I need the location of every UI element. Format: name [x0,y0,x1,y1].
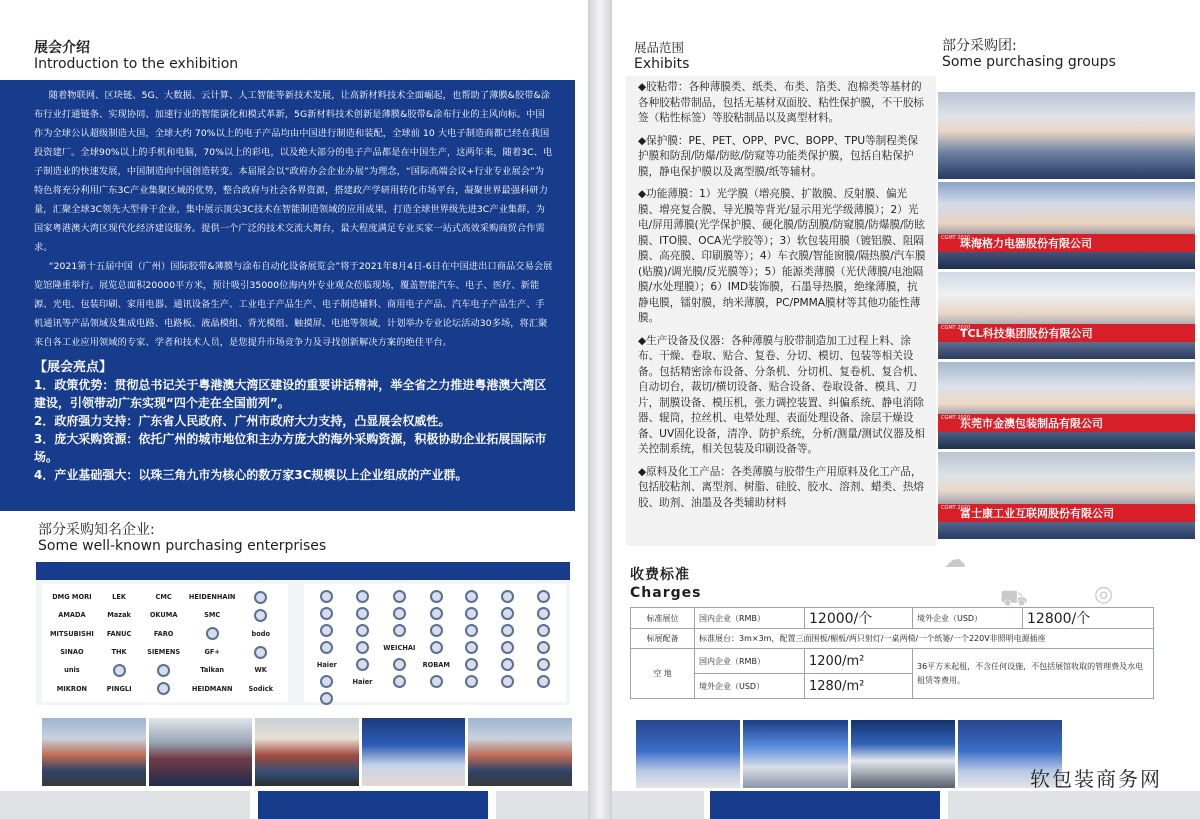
highlight-item: 3．庞大采购资源：依托广州的城市地位和主办方庞大的海外采购资源，积极协助企业拓展国际市场。 [34,432,547,464]
groups-heading [942,38,1116,70]
table-row [631,649,1154,674]
company-logo [383,607,415,620]
emblem-icon [537,607,550,620]
emblem-icon [113,664,126,677]
truck-icon: ⛟ [1000,586,1028,611]
group-banner-text: TCL科技集团股份有限公司 [960,327,1093,340]
company-logo: GF+ [204,648,220,657]
company-logo [493,590,523,603]
emblem-icon [465,658,478,671]
emblem-icon [356,641,369,654]
company-logo [493,624,523,637]
company-logo [348,624,378,637]
emblem-icon [356,607,369,620]
company-logo [312,641,342,654]
company-logo [312,607,342,620]
company-logo [312,590,342,603]
company-logo: Haier [352,677,373,686]
left-page [0,0,588,819]
exhibition-photo [468,718,572,786]
intro-title-cn: 展会介绍 [34,40,90,56]
company-logo [457,641,487,654]
cgmt-tag: CGMT 2020 [941,415,971,421]
company-logo [383,590,415,603]
emblem-icon [320,692,333,705]
company-logo: MIKRON [56,684,88,693]
emblem-icon [320,607,333,620]
company-logo [528,658,558,671]
intro-paragraph-1: 随着物联网、区块链、5G、大数据、云计算、人工智能等新技术发展，让高新材料技术全面崛起，也帮助了薄膜&胶带&涂布行业打通链条、实现协同、加速行业的智能演化和模式革新，5G新材料技术创新是薄膜&胶带&涂布行业的主风向标。中国作为全球公认超级制造大国，全球大约 70%以上的电子产品均由中国进行制造和装配，全球前 10 大电子制造商都已经在我国投资建厂。全球90%以上的手机和电脑，70%以上的彩电，以及绝大部分的电子产品都是在中国生产，这两年来，随着3C、电子制造业的快速发展，中国制造向中国创造转变。本届展会以“政府办会企业办展”为理念，“国际高端会议+行业专业展会”为特色将充分利用广东3C产业集聚区域的优势，整合政府与社会各界资源，搭建政产学研用转化市场平台，凝聚世界最强科研力量，汇聚全球3C领先大型骨干企业，集中展示顶尖3C技术在智能制造领域的应用成果，打造全球世界级先进3C产业集群，为国家粤港澳大湾区现代化经济建设服务。提供一个广泛的技术交流大舞台，最大程度满足专业买家一站式高效采购商贸合作需求。 [34,90,553,253]
exhibit-category: ◆功能薄膜：1）光学膜（增亮膜、扩散膜、反射膜、偏光膜、增亮复合膜、导光膜等背光/显示用光学级薄膜）；2）光电/屏用薄膜(光学保护膜、硬化膜/防刮膜/防窥膜/防爆膜/防眩膜、ITO膜、OCA光学胶等）；3）软包装用膜（镀铝膜、阻隔膜、高亮膜、印刷膜等）；4）车衣膜/智能窗膜/隔热膜/汽车膜(贴膜)/调光膜/反光膜等）；5）能源类薄膜（光伏薄膜/电池隔膜/水处理膜）；6）IMD装饰膜，石墨导热膜，绝缘薄膜，抗静电膜，镭射膜，纳米薄膜，PC/PMMA膜材等其他功能性薄膜。 [638,188,926,324]
logo-wall-bar [36,562,570,580]
cgmt-tag: CGMT 2020 [941,505,971,511]
company-logo [493,607,523,620]
space-domestic-label: 国内企业（RMB） [695,649,805,674]
exhibit-category: ◆生产设备及仪器：各种薄膜与胶带制造加工过程上料、涂布、干燥、卷取、贴合、复卷、分切、模切、包装等相关设备。包括精密涂布设备、分条机、分切机、复卷机、复合机、自动切台，裁切/横切设备、贴合设备、卷取设备、模具、刀片，制膜设备、模压机，张力调控装置、纠偏系统、静电消除器、辊筒，拉丝机、电晕处理、表面处理设备、涂层干燥设备、UV固化设备，清净、防护系统，分析/测量/测试仪器及相关控制系统，相关包装及印刷设备等。 [638,334,925,455]
domestic-price: 12000/个 [805,608,913,629]
emblem-icon [465,624,478,637]
group-banner-text: 富士康工业互联网股份有限公司 [960,507,1114,520]
logo-panel-brands [304,584,566,702]
company-logo: SMC [204,611,221,620]
group-banner [938,504,1195,522]
emblem-icon [320,675,333,688]
intro-heading [34,40,238,72]
company-logo [528,675,558,688]
logo-wall [36,562,570,705]
purchasing-heading [38,522,326,554]
exhibits-title-cn: 展品范围 [634,40,685,55]
company-logo [421,675,451,688]
emblem-icon [465,675,478,688]
overseas-price: 12800/个 [1023,608,1154,629]
company-logo: AMADA [58,611,86,620]
company-logo: WK [254,666,267,675]
emblem-icon [501,658,514,671]
company-logo [100,663,139,677]
company-logo [421,590,451,603]
booth-equipment-text: 标准展台：3m×3m，配置三面围板/楣板/两只射灯/一桌两椅/一个纸篓/一个220V非照明电源插座 [695,629,1154,649]
emblem-icon [501,624,514,637]
exhibits-panel [626,76,936,546]
emblem-icon [537,590,550,603]
company-logo: Haier [316,660,337,669]
group-banner [938,234,1195,252]
emblem-icon [157,664,170,677]
emblem-icon [393,607,406,620]
forum-photo-strip [636,720,1062,788]
space-overseas-label: 境外企业（USD） [695,674,805,699]
emblem-icon [430,641,443,654]
overseas-label: 境外企业（USD） [913,608,1023,629]
company-logo [312,675,342,688]
group-photo [938,452,1195,539]
emblem-icon [393,658,406,671]
forum-photo [743,720,847,788]
emblem-icon [430,675,443,688]
exhibition-photo [42,718,146,786]
emblem-icon [537,641,550,654]
company-logo: LEK [112,593,126,602]
exhibit-category: ◆胶粘带：各种薄膜类、纸类、布类、箔类、泡棉类等基材的各种胶粘带制品，包括无基材双面胶、粘性保护膜，不干胶标签（粘性标签）等胶粘制品以及离型材料。 [638,81,925,124]
emblem-icon [393,590,406,603]
company-logo: HEIDMANN [191,684,233,693]
table-row [631,629,1154,649]
company-logo [189,627,236,641]
company-logo: ROBAM [422,660,450,669]
right-page [612,0,1200,819]
company-logo [528,590,558,603]
emblem-icon [465,590,478,603]
emblem-icon [157,682,170,695]
intro-title-en: Introduction to the exhibition [34,56,239,72]
company-logo: SINAO [60,648,84,657]
charges-title-cn: 收费标准 [630,567,690,583]
book-spine [588,0,612,819]
purchasing-title-cn: 部分采购知名企业: [38,522,155,538]
company-logo [383,658,415,671]
row-header: 空 地 [631,649,695,699]
company-logo [493,675,523,688]
exhibition-photo [255,718,359,786]
exhibit-category: ◆保护膜：PE、PET、OPP、PVC、BOPP、TPU等制程类保护膜和防刮/防爆/防眩/防窥等功能类保护膜，包括自粘保护膜，静电保护膜以及离型膜/纸等辅材。 [638,134,919,178]
space-overseas-price: 1280/m² [805,674,913,699]
company-logo [144,663,183,677]
company-logo: CMC [155,593,172,602]
company-logo: WEICHAI [383,643,416,652]
company-logo [312,624,342,637]
emblem-icon [501,607,514,620]
emblem-icon [537,675,550,688]
company-logo [383,675,415,688]
company-logo [457,675,487,688]
group-banner [938,414,1195,432]
company-logo [348,658,378,671]
emblem-icon [320,624,333,637]
cloud-icon: ☁ [944,548,966,573]
company-logo: FANUC [106,629,132,638]
intro-panel [0,80,575,511]
emblem-icon [254,609,267,622]
charges-heading [630,566,701,602]
footer-grey-band [612,791,704,819]
company-logo: unis [64,666,80,675]
watermark: 软包装商务网 [1030,767,1162,791]
highlights-title: 【展会亮点】 [34,360,113,375]
company-logo: HEIDENHAIN [188,593,236,602]
company-logo [241,645,280,659]
company-logo [144,682,183,696]
groups-title-cn: 部分采购团: [942,38,1017,54]
group-banner-text: 珠海格力电器股份有限公司 [960,237,1092,250]
company-logo [528,607,558,620]
company-logo [421,624,451,637]
highlight-item: 4．产业基础强大：以珠三角九市为核心的数万家3C规模以上企业组成的产业群。 [34,468,468,482]
company-logo [383,624,415,637]
footer-grey-band [0,791,250,819]
group-banner-text: 东莞市金澳包装制品有限公司 [960,417,1103,430]
highlight-item: 2．政府强力支持：广东省人民政府、广州市政府大力支持，凸显展会权威性。 [34,414,451,428]
group-photo [938,362,1195,449]
emblem-icon [320,590,333,603]
company-logo [457,607,487,620]
company-logo [421,607,451,620]
company-logo: OKUMA [149,611,178,620]
company-logo [241,608,280,622]
emblem-icon [501,641,514,654]
space-note: 36平方米起租，不含任何设施，不包括展馆收取的管理费及水电租赁等费用。 [913,649,1154,699]
table-row [631,608,1154,629]
company-logo [312,692,342,705]
group-photo [938,272,1195,359]
purchasing-title-en: Some well-known purchasing enterprises [38,538,327,554]
emblem-icon [254,591,267,604]
emblem-icon [465,607,478,620]
exhibits-title-en: Exhibits [634,56,690,72]
emblem-icon [430,590,443,603]
group-photo [938,182,1195,269]
company-logo: Mazak [107,611,131,620]
company-logo: Talkan [200,666,225,675]
exhibition-photo-strip [42,718,572,786]
highlight-item: 1．政策优势：贯彻总书记关于粤港澳大湾区建设的重要讲话精神，举全省之力推进粤港澳大湾区建设，引领带动广东实现“四个走在全国前列”。 [34,378,547,410]
emblem-icon [206,627,219,640]
emblem-icon [430,624,443,637]
emblem-icon [501,675,514,688]
emblem-icon [537,658,550,671]
footer-grey-band [496,791,588,819]
cgmt-tag: CGMT 2020 [941,325,971,331]
footer-blue-band [710,791,940,819]
emblem-icon [356,658,369,671]
emblem-icon [393,675,406,688]
emblem-icon [356,624,369,637]
domestic-label: 国内企业（RMB） [695,608,805,629]
company-logo [528,624,558,637]
company-logo [528,641,558,654]
company-logo: MITSUBISHI [50,629,94,638]
space-domestic-price: 1200/m² [805,649,913,674]
company-logo [348,641,378,654]
charges-title-en: Charges [630,585,702,601]
emblem-icon [254,646,267,659]
row-header: 标准展位 [631,608,695,629]
globe-icon: ◎ [1094,582,1114,607]
company-logo: Sodick [248,684,274,693]
company-logo: bodo [251,629,270,638]
footer-grey-band [948,791,1200,819]
company-logo [457,658,487,671]
emblem-icon [356,590,369,603]
exhibition-photo [149,718,253,786]
company-logo [493,641,523,654]
emblem-icon [501,590,514,603]
company-logo: FARO [153,629,174,638]
emblem-icon [465,641,478,654]
emblem-icon [430,607,443,620]
logo-panel-industrial [42,584,288,702]
cgmt-tag: CGMT 2020 [941,235,971,241]
company-logo [493,658,523,671]
emblem-icon [537,624,550,637]
exhibition-photo [362,718,466,786]
groups-title-en: Some purchasing groups [942,54,1116,70]
exhibit-category: ◆原料及化工产品：各类薄膜与胶带生产用原料及化工产品，包括胶粘剂、离型剂、树脂、硅胶、胶水、溶剂、蜡类、热熔胶、助剂、油墨及各类辅助材料 [638,465,925,509]
row-header: 标展配备 [631,629,695,649]
company-logo: PINGLI [106,684,132,693]
emblem-icon [393,624,406,637]
company-logo: THK [111,648,127,657]
company-logo: DMG MORI [52,593,92,602]
forum-photo [636,720,740,788]
company-logo [348,590,378,603]
company-logo [241,590,280,604]
exhibits-heading [634,40,689,72]
company-logo [457,590,487,603]
emblem-icon [320,641,333,654]
purchasing-group-photos [938,92,1195,539]
company-logo [457,624,487,637]
group-photo [938,92,1195,179]
charges-table [630,607,1154,699]
company-logo [348,607,378,620]
intro-paragraph-2: “2021第十五届中国（广州）国际胶带&薄膜与涂布自动化设备展览会”将于2021年8月4日-6日在中国进出口商品交易会展览馆隆重举行。展览总面积20000平方米，预计吸引35000位海内外专业观众莅临现场，覆盖智能汽车、电子、医疗、新能源、光电、包装印刷、家用电器、通讯设备生产、工业电子产品生产、电子制造辅料、商用电子产品、汽车电子产品生产、手机通讯等产品领域及集成电路、电路板、液晶模组、背光模组、触摸屏、电池等领域，计划举办专业论坛活动30多场，将汇聚来自各工业应用领域的专家、学者和技术人员，是您提升市场竞争力及寻找创新解决方案的绝佳平台。 [34,261,553,348]
footer-blue-band [258,791,488,819]
company-logo: SIEMENS [147,648,181,657]
forum-photo [851,720,955,788]
company-logo [421,641,451,654]
group-banner [938,324,1195,342]
